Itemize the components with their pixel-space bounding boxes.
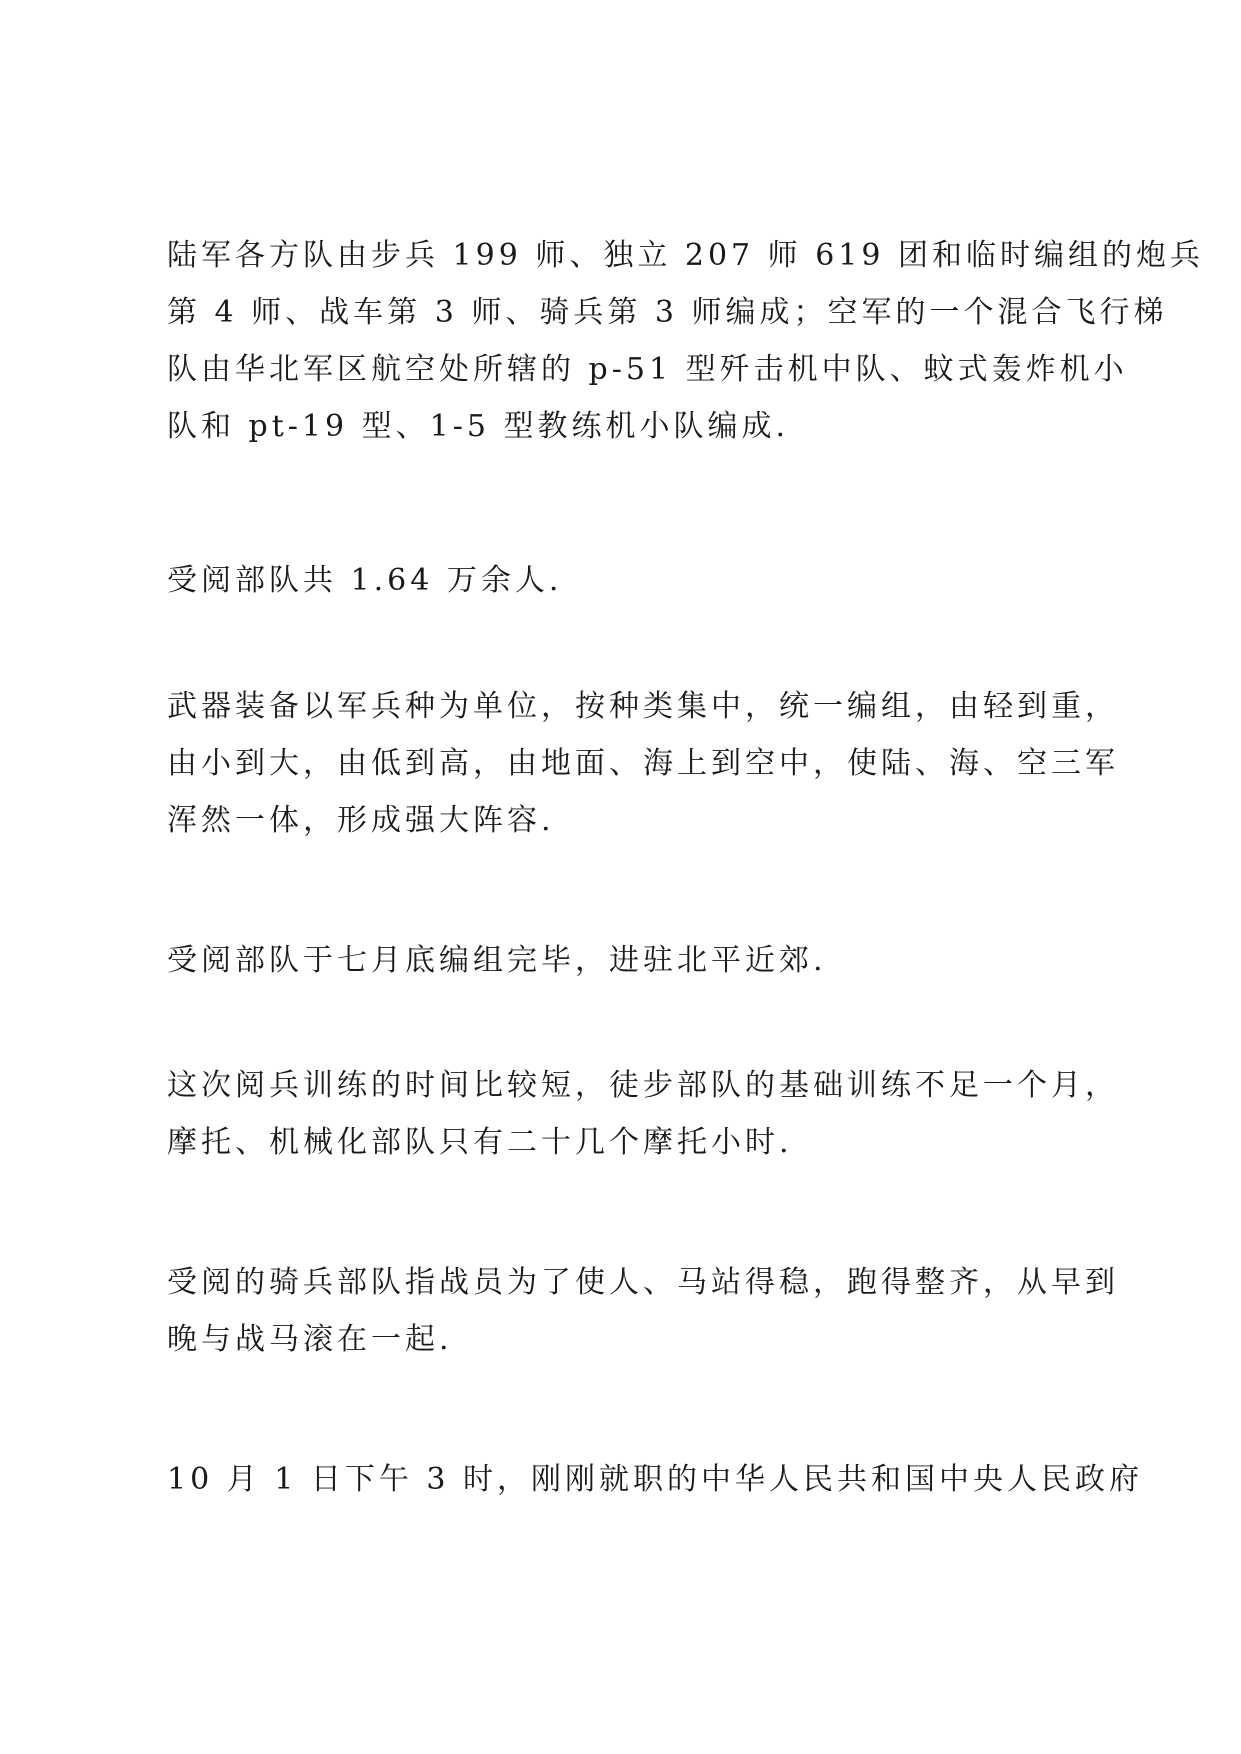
text-line: 武器装备以军兵种为单位，按种类集中，统一编组，由轻到重， bbox=[167, 689, 1119, 724]
text-line: 受阅部队共 1.64 万余人. bbox=[167, 563, 563, 598]
paragraph-cavalry bbox=[167, 1254, 1119, 1368]
text-line: 受阅部队于七月底编组完毕，进驻北平近郊. bbox=[167, 943, 827, 978]
text-line: 受阅的骑兵部队指战员为了使人、马站得稳，跑得整齐，从早到 bbox=[167, 1265, 1119, 1300]
paragraph-deployment bbox=[167, 932, 1097, 989]
text-line: 浑然一体，形成强大阵容. bbox=[167, 803, 555, 838]
paragraph-equipment bbox=[167, 678, 1119, 849]
text-line: 队由华北军区航空处所辖的 p-51 型歼击机中队、蚊式轰炸机小 bbox=[167, 352, 1128, 387]
text-line: 摩托、机械化部队只有二十几个摩托小时. bbox=[167, 1125, 793, 1160]
paragraph-training bbox=[167, 1057, 1119, 1171]
text-line: 由小到大，由低到高，由地面、海上到空中，使陆、海、空三军 bbox=[167, 746, 1119, 781]
paragraph-october-first bbox=[167, 1451, 1144, 1508]
text-line: 10 月 1 日下午 3 时，刚刚就职的中华人民共和国中央人民政府 bbox=[167, 1462, 1144, 1497]
text-line: 晚与战马滚在一起. bbox=[167, 1322, 453, 1357]
text-line: 这次阅兵训练的时间比较短，徒步部队的基础训练不足一个月， bbox=[167, 1068, 1119, 1103]
text-line: 陆军各方队由步兵 199 师、独立 207 师 619 团和临时编组的炮兵 bbox=[167, 238, 1204, 273]
text-line: 队和 pt-19 型、1-5 型教练机小队编成. bbox=[167, 409, 790, 444]
paragraph-army-formation bbox=[167, 227, 1204, 455]
text-line: 第 4 师、战车第 3 师、骑兵第 3 师编成；空军的一个混合飞行梯 bbox=[167, 295, 1168, 330]
paragraph-troop-count bbox=[167, 552, 1097, 609]
